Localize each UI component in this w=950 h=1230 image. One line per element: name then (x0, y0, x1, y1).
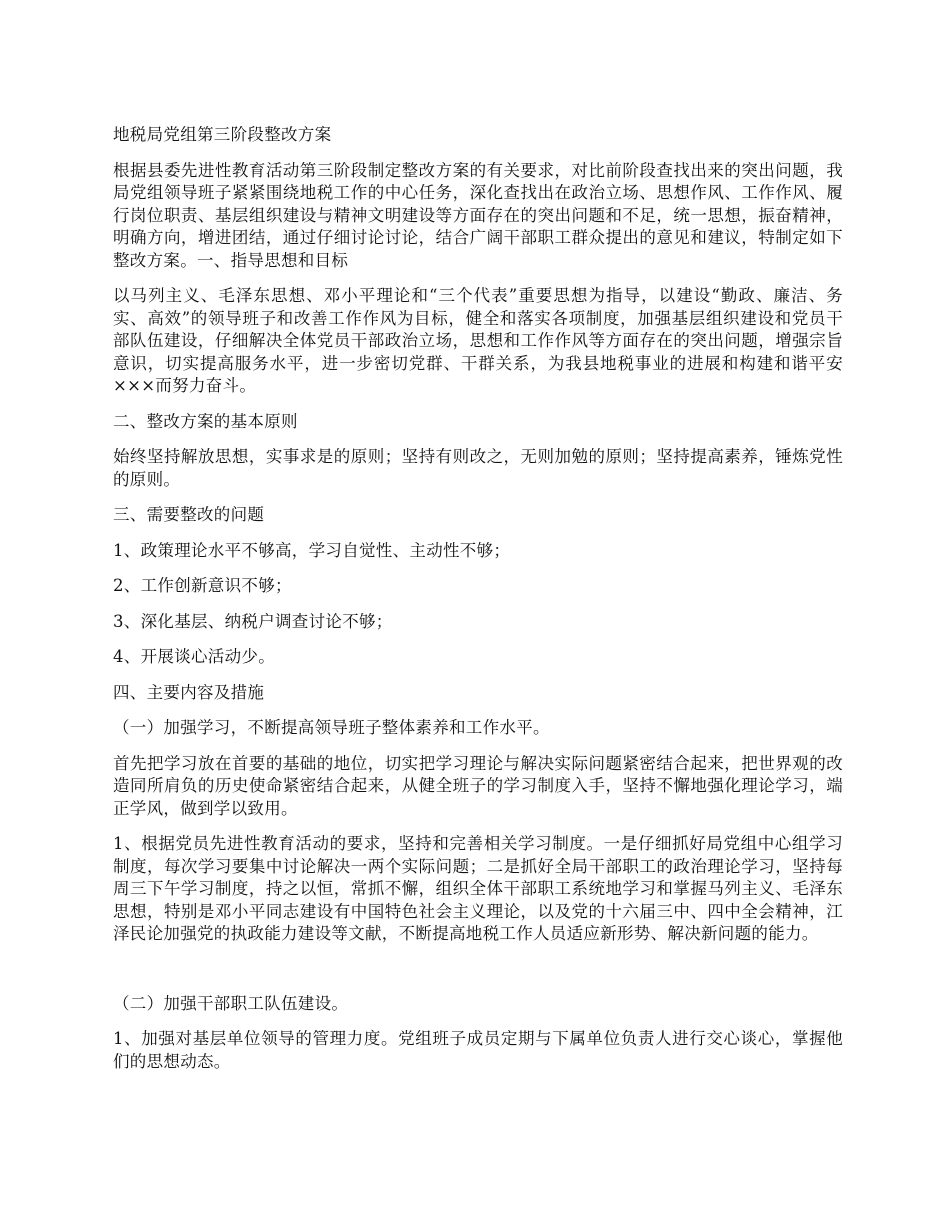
paragraph-study: 首先把学习放在首要的基础的地位，切实把学习理论与解决实际问题紧密结合起来，把世界观的改造同所肩负的历史使命紧密结合起来，从健全班子的学习制度入手，坚持不懈地强化理论学习，端正学风，做到学以致用。 (113, 753, 843, 818)
problem-item-1: 1、政策理论水平不够高，学习自觉性、主动性不够； (113, 540, 511, 560)
heading-measures: 四、主要内容及措施 (113, 682, 265, 702)
paragraph-intro: 根据县委先进性教育活动第三阶段制定整改方案的有关要求，对比前阶段查找出来的突出问题，我局党组领导班子紧紧围绕地税工作的中心任务，深化查找出在政治立场、思想作风、工作作风、履行岗位职责、基层组织建设与精神文明建设等方面存在的突出问题和不足，统一思想，振奋精神，明确方向，增进团结，通过仔细讨论讨论，结合广阔干部职工群众提出的意见和建议，特制定如下整改方案。一、指导思想和目标 (113, 160, 843, 270)
paragraph-team-item-1: 1、加强对基层单位领导的管理力度。党组班子成员定期与下属单位负责人进行交心谈心，掌握他们的思想动态。 (113, 1029, 843, 1071)
problem-item-4: 4、开展谈心活动少。 (113, 647, 275, 666)
heading-problems: 三、需要整改的问题 (113, 505, 265, 524)
subheading-study: （一）加强学习，不断提高领导班子整体素养和工作水平。 (113, 718, 550, 737)
subheading-team-building: （二）加强干部职工队伍建设。 (113, 993, 349, 1013)
paragraph-guiding-thought: 以马列主义、毛泽东思想、邓小平理论和“三个代表”重要思想为指导，以建设“勤政、廉洁、务实、高效”的领导班子和改善工作作风为目标，健全和落实各项制度，加强基层组织建设和党员干部队伍建设，仔细解决全体党员干部政治立场，思想和工作作风等方面存在的突出问题，增强宗旨意识，切实提高服务水平，进一步密切党群、干群关系，为我县地税事业的进展和构建和谐平安×××而努力奋斗。 (113, 286, 843, 395)
blank-spacer (113, 959, 843, 993)
heading-basic-principles: 二、整改方案的基本原则 (113, 411, 298, 431)
paragraph-study-item-1: 1、根据党员先进性教育活动的要求，坚持和完善相关学习制度。一是仔细抓好局党组中心组学习制度，每次学习要集中讨论解决一两个实际问题；二是抓好全局干部职工的政治理论学习，坚持每周三下午学习制度，持之以恒，常抓不懈，组织全体干部职工系统地学习和掌握马列主义、毛泽东思想，特别是邓小平同志建设有中国特色社会主义理论，以及党的十六届三中、四中全会精神，江泽民论加强党的执政能力建设等文献，不断提高地税工作人员适应新形势、解决新问题的能力。 (113, 834, 843, 943)
problem-item-3: 3、深化基层、纳税户调查讨论不够； (113, 611, 393, 631)
problem-item-2: 2、工作创新意识不够； (113, 576, 292, 595)
document-page (113, 124, 843, 1086)
document-title: 地税局党组第三阶段整改方案 (113, 125, 332, 144)
paragraph-principles: 始终坚持解放思想，实事求是的原则；坚持有则改之，无则加勉的原则；坚持提高素养，锤炼党性的原则。 (113, 447, 843, 489)
